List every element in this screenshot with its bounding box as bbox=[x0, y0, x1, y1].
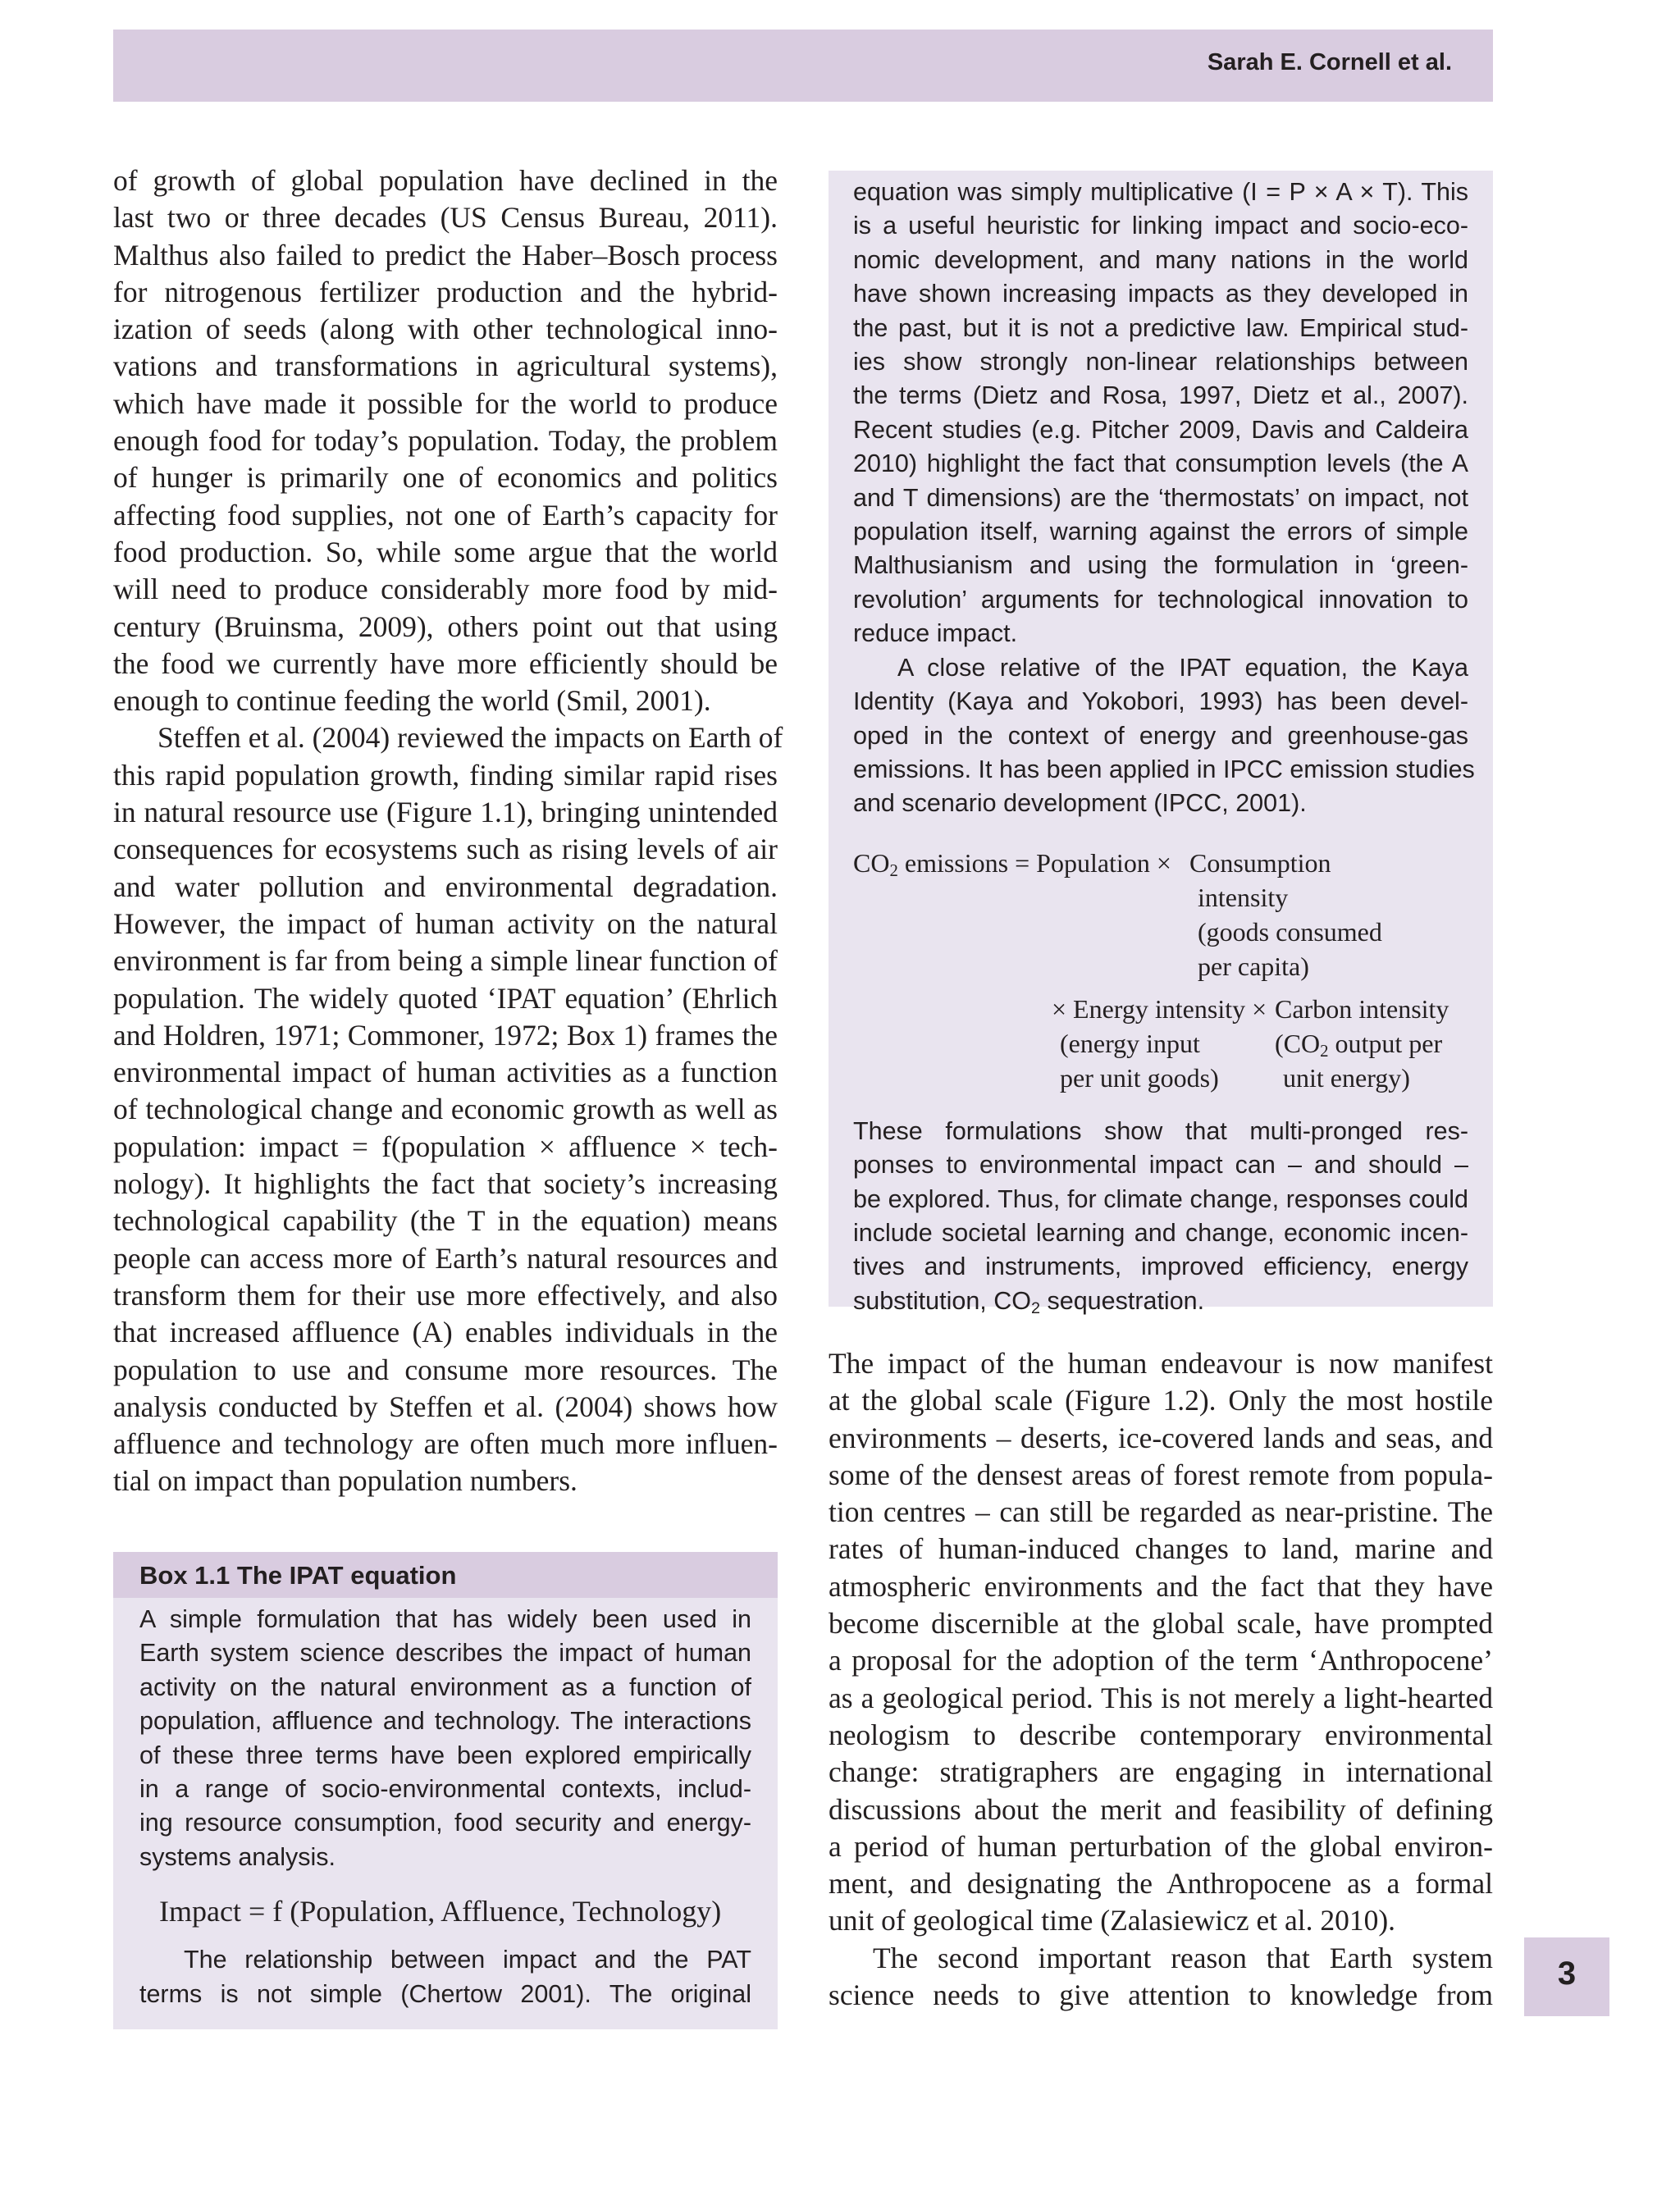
text-line: nology). It highlights the fact that society’s increasing bbox=[113, 1167, 778, 1201]
text-line: environments – deserts, ice-covered lands and seas, and bbox=[829, 1421, 1493, 1454]
text-line: last two or three decades (US Census Bureau, 2011). bbox=[113, 201, 778, 235]
text-line: tion centres – can still be regarded as near-pristine. The bbox=[829, 1495, 1493, 1529]
text-line: some of the densest areas of forest remote from popula- bbox=[829, 1458, 1493, 1491]
text-line: population. The widely quoted ‘IPAT equation’ (Ehrlich bbox=[113, 981, 778, 1015]
box-text-line: include societal learning and change, economic incen- bbox=[853, 1218, 1468, 1247]
header-author: Sarah E. Cornell et al. bbox=[1207, 49, 1452, 75]
kaya-term-energy: × Energy intensity × bbox=[1052, 993, 1267, 1024]
box-text-line: terms is not simple (Chertow 2001). The original bbox=[139, 1979, 751, 2008]
kaya-term-energy: (energy input bbox=[1060, 1028, 1200, 1058]
box-text-line: population itself, warning against the errors of simple bbox=[853, 518, 1468, 546]
text-line: Malthus also failed to predict the Haber–Bosch process bbox=[113, 238, 778, 272]
box-text-line: 2010) highlight the fact that consumption levels (the A bbox=[853, 450, 1468, 478]
text-line: population to use and consume more resources. The bbox=[113, 1353, 778, 1386]
box-text-line: revolution’ arguments for technological innovation to bbox=[853, 585, 1468, 614]
box-text-line: in a range of socio-environmental contexts, includ- bbox=[139, 1775, 751, 1804]
right-column-text bbox=[829, 1345, 1493, 2014]
text-line: environmental impact of human activities as a function bbox=[113, 1056, 778, 1089]
text-line: this rapid population growth, finding similar rapid rises bbox=[113, 758, 778, 792]
box-text-line: the past, but it is not a predictive law. Empirical stud- bbox=[853, 313, 1468, 342]
text-line: at the global scale (Figure 1.2). Only the most hostile bbox=[829, 1384, 1493, 1417]
box-text-line: The relationship between impact and the PAT bbox=[184, 1946, 751, 1974]
box-text-line: oped in the context of energy and greenhouse-gas bbox=[853, 721, 1468, 750]
text-line: enough to continue feeding the world (Smil, 2001). bbox=[113, 684, 711, 718]
box-text-line: reduce impact. bbox=[853, 619, 1018, 648]
text-line: will need to produce considerably more food by mid- bbox=[113, 573, 778, 606]
text-line: and Holdren, 1971; Commoner, 1972; Box 1) frames the bbox=[113, 1018, 778, 1052]
text-line: affluence and technology are often much more influen- bbox=[113, 1427, 778, 1461]
kaya-term-energy: per unit goods) bbox=[1060, 1062, 1219, 1093]
box-text-line: activity on the natural environment as a function of bbox=[139, 1673, 751, 1701]
text-line: a proposal for the adoption of the term ‘Anthropocene’ bbox=[829, 1644, 1493, 1677]
box-text-line: is a useful heuristic for linking impact and socio-eco- bbox=[853, 212, 1468, 240]
text-line: neologism to describe contemporary environmental bbox=[829, 1718, 1493, 1751]
box-continuation bbox=[829, 171, 1493, 1317]
text-line: food production. So, while some argue that the world bbox=[113, 535, 778, 568]
text-line: for nitrogenous fertilizer production and the hybrid- bbox=[113, 275, 778, 308]
text-line: unit of geological time (Zalasiewicz et al. 2010). bbox=[829, 1904, 1396, 1937]
box-text-line: have shown increasing impacts as they developed in bbox=[853, 280, 1468, 308]
text-line: However, the impact of human activity on the natural bbox=[113, 906, 778, 940]
text-line: in natural resource use (Figure 1.1), bringing unintended bbox=[113, 796, 778, 829]
box-text-line: emissions. It has been applied in IPCC emission studies bbox=[853, 755, 1475, 783]
box-text-line: Identity (Kaya and Yokobori, 1993) has been devel- bbox=[853, 687, 1468, 716]
box-text-line: tives and instruments, improved efficiency, energy bbox=[853, 1253, 1468, 1281]
box-text-line: ing resource consumption, food security and energy- bbox=[139, 1809, 751, 1837]
kaya-lhs: $CO_2$ emissions = Population × bbox=[853, 847, 1171, 880]
box-text-line: Malthusianism and using the formulation in ‘green- bbox=[853, 551, 1468, 580]
text-line: which have made it possible for the world to produce bbox=[113, 386, 778, 420]
box-text-line: These formulations show that multi-pronged res- bbox=[853, 1116, 1468, 1145]
text-line: transform them for their use more effectively, and also bbox=[113, 1278, 778, 1312]
box-ipat-equation bbox=[113, 1552, 778, 2029]
box-text-line: A simple formulation that has widely been used in bbox=[139, 1605, 751, 1633]
text-line: technological capability (the T in the equation) means bbox=[113, 1204, 778, 1238]
text-line: vations and transformations in agricultural systems), bbox=[113, 349, 778, 383]
box-text-line: Earth system science describes the impact of human bbox=[139, 1639, 751, 1668]
box-text-line: equation was simply multiplicative (I = P × A × T). This bbox=[853, 178, 1468, 206]
text-line: population: impact = f(population × affluence × tech- bbox=[113, 1130, 778, 1163]
kaya-term-consumption: intensity bbox=[1198, 882, 1289, 912]
text-line: become discernible at the global scale, have prompted bbox=[829, 1607, 1493, 1641]
text-line: affecting food supplies, not one of Earth’s capacity for bbox=[113, 498, 778, 532]
text-line: The impact of the human endeavour is now manifest bbox=[829, 1347, 1493, 1380]
text-line: atmospheric environments and the fact that they have bbox=[829, 1569, 1493, 1603]
text-line: enough food for today’s population. Today, the problem bbox=[113, 424, 778, 458]
text-line: of hunger is primarily one of economics and politics bbox=[113, 461, 778, 495]
kaya-term-consumption: Consumption bbox=[1189, 847, 1331, 878]
text-line: ization of seeds (along with other technological inno- bbox=[113, 313, 778, 346]
text-line: change: stratigraphers are engaging in international bbox=[829, 1755, 1493, 1789]
running-header bbox=[113, 30, 1493, 102]
box-title: Box 1.1 The IPAT equation bbox=[113, 1552, 778, 1598]
text-line: as a geological period. This is not merely a light-hearted bbox=[829, 1681, 1493, 1714]
box-text-line: Recent studies (e.g. Pitcher 2009, Davis and Caldeira bbox=[853, 415, 1468, 444]
box-text-line: the terms (Dietz and Rosa, 1997, Dietz et al., 2007). bbox=[853, 381, 1468, 410]
box-text-line: population, affluence and technology. The interactions bbox=[139, 1707, 751, 1736]
text-line: and water pollution and environmental degradation. bbox=[113, 869, 778, 903]
page-number-tab bbox=[1524, 1937, 1609, 2016]
box-text-line: be explored. Thus, for climate change, responses could bbox=[853, 1184, 1468, 1213]
box-text-line: A close relative of the IPAT equation, the Kaya bbox=[897, 653, 1468, 682]
box-text-line: and scenario development (IPCC, 2001). bbox=[853, 789, 1307, 818]
ipat-equation: Impact = f (Population, Affluence, Technology) bbox=[159, 1895, 722, 1928]
left-column-text bbox=[113, 162, 783, 1500]
text-line: a period of human perturbation of the global environ- bbox=[829, 1829, 1493, 1863]
page-number: 3 bbox=[1557, 1956, 1577, 1992]
text-line: consequences for ecosystems such as rising levels of air bbox=[113, 833, 778, 866]
box-text-line: and T dimensions) are the ‘thermostats’ on impact, not bbox=[853, 483, 1468, 512]
text-line: people can access more of Earth’s natural resources and bbox=[113, 1241, 778, 1275]
text-line: discussions about the merit and feasibility of defining bbox=[829, 1792, 1493, 1826]
kaya-identity-equation bbox=[853, 846, 1468, 1100]
text-line: science needs to give attention to knowledge from bbox=[829, 1978, 1493, 2012]
box-text-line: substitution, $CO_2$ sequestration. bbox=[853, 1286, 1205, 1317]
text-line: of growth of global population have declined in the bbox=[113, 164, 778, 197]
box-text-line: ponses to environmental impact can – and should – bbox=[853, 1151, 1468, 1180]
box-text-line: ies show strongly non-linear relationships between bbox=[853, 348, 1468, 377]
box-body bbox=[113, 1598, 778, 2011]
box-text-line: systems analysis. bbox=[139, 1842, 336, 1871]
text-line: the food we currently have more efficiently should be bbox=[113, 646, 778, 680]
text-line: environment is far from being a simple linear function of bbox=[113, 944, 778, 978]
text-line: tial on impact than population numbers. bbox=[113, 1464, 578, 1498]
box-text-line: of these three terms have been explored empirically bbox=[139, 1741, 751, 1769]
text-line: that increased affluence (A) enables individuals in the bbox=[113, 1316, 778, 1349]
text-line: of technological change and economic growth as well as bbox=[113, 1093, 778, 1126]
kaya-term-consumption: (goods consumed bbox=[1198, 916, 1382, 947]
box-text-line: nomic development, and many nations in the world bbox=[853, 245, 1468, 274]
text-line: ment, and designating the Anthropocene as a formal bbox=[829, 1867, 1493, 1901]
kaya-term-carbon: unit energy) bbox=[1283, 1062, 1410, 1093]
kaya-term-carbon: Carbon intensity bbox=[1275, 993, 1449, 1024]
text-line: The second important reason that Earth system bbox=[873, 1941, 1493, 1974]
text-line: analysis conducted by Steffen et al. (2004) shows how bbox=[113, 1390, 778, 1423]
kaya-term-carbon: ($CO_2$ output per bbox=[1275, 1028, 1443, 1061]
text-line: rates of human-induced changes to land, marine and bbox=[829, 1532, 1493, 1566]
text-line: century (Bruinsma, 2009), others point out that using bbox=[113, 609, 778, 643]
kaya-term-consumption: per capita) bbox=[1198, 951, 1309, 981]
text-line: Steffen et al. (2004) reviewed the impacts on Earth of bbox=[158, 721, 783, 755]
